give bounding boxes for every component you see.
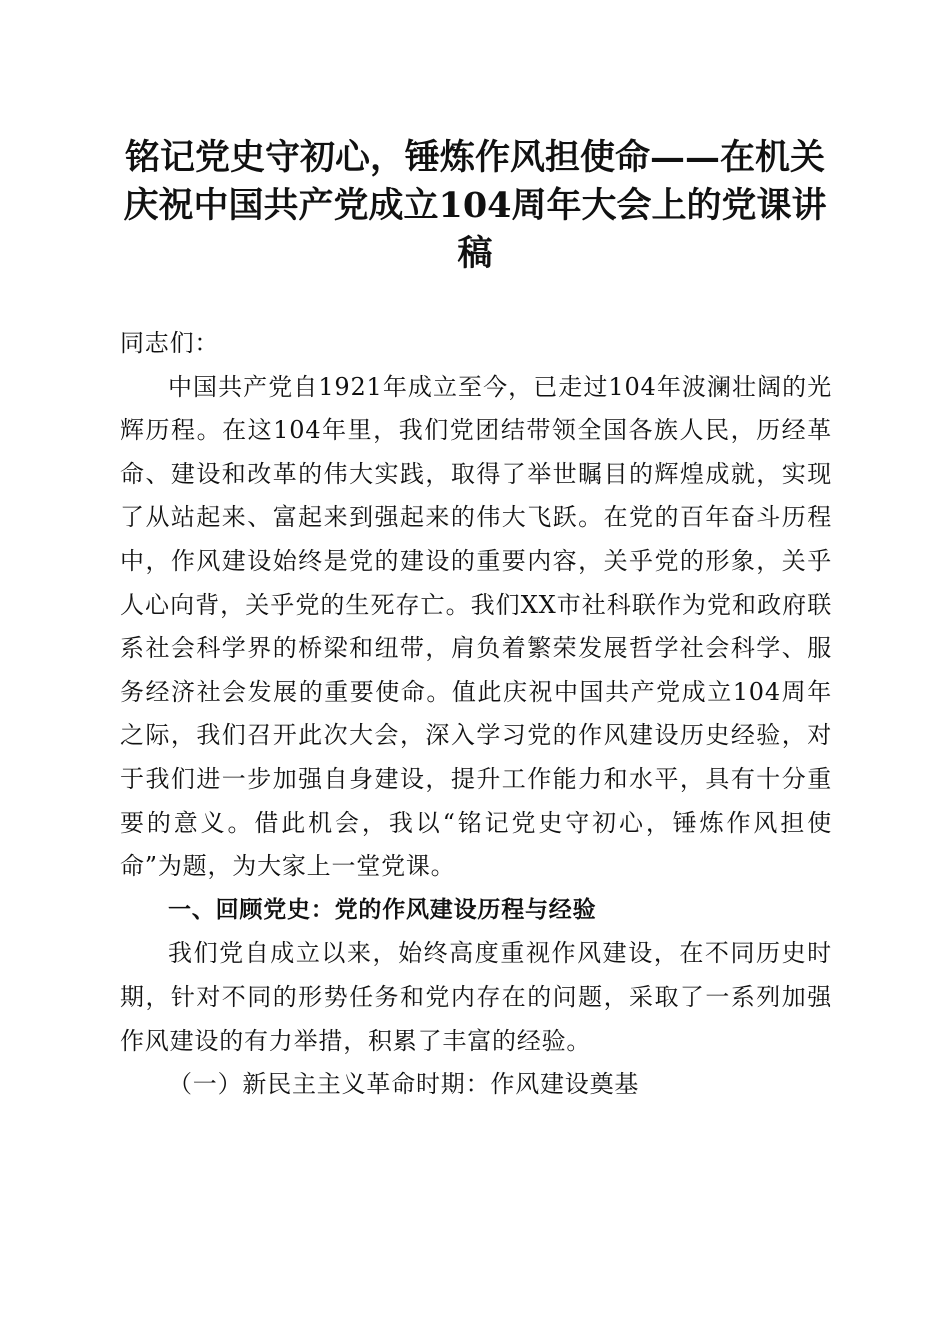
document-body — [120, 322, 832, 1107]
intro-paragraph: 中国共产党自1921年成立至今，已走过104年波澜壮阔的光辉历程。在这104年里，我们党团结带领全国各族人民，历经革命、建设和改革的伟大实践，取得了举世瞩目的辉煌成就，实现了从站起来、富起来到强起来的伟大飞跃。在党的百年奋斗历程中，作风建设始终是党的建设的重要内容，关乎党的形象，关乎人心向背，关乎党的生死存亡。我们XX市社科联作为党和政府联系社会科学界的桥梁和纽带，肩负着繁荣发展哲学社会科学、服务经济社会发展的重要使命。值此庆祝中国共产党成立104周年之际，我们召开此次大会，深入学习党的作风建设历史经验，对于我们进一步加强自身建设，提升工作能力和水平，具有十分重要的意义。借此机会，我以“铭记党史守初心，锤炼作风担使命”为题，为大家上一堂党课。 — [120, 372, 832, 881]
section-1-paragraph: 我们党自成立以来，始终高度重视作风建设，在不同历史时期，针对不同的形势任务和党内存在的问题，采取了一系列加强作风建设的有力举措，积累了丰富的经验。 — [120, 939, 832, 1055]
section-heading-1: 一、回顾党史：党的作风建设历程与经验 — [168, 896, 597, 923]
salutation: 同志们： — [120, 329, 220, 357]
document-title: 铭记党史守初心，锤炼作风担使命——在机关庆祝中国共产党成立104周年大会上的党课讲稿 — [123, 137, 827, 274]
subsection-heading-1: （一）新民主主义革命时期：作风建设奠基 — [168, 1070, 640, 1099]
